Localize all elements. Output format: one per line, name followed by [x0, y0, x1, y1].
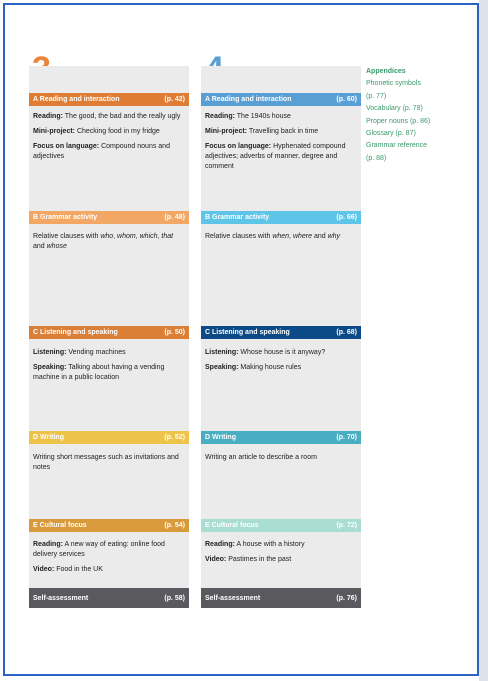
content-line: Reading: The good, the bad and the really ugly: [33, 113, 181, 120]
section-page: (p. 70): [336, 434, 357, 441]
appendix-item[interactable]: Phonetic symbols: [366, 80, 421, 88]
content-line: Focus on language: Compound nouns and adjectives: [33, 143, 170, 160]
appendix-item[interactable]: Grammar reference: [366, 142, 428, 150]
content-line: Writing short messages such as invitations and notes: [33, 454, 179, 471]
section-page: (p. 68): [336, 329, 357, 336]
section-header-4c[interactable]: [201, 326, 361, 339]
content-line: Speaking: Making house rules: [205, 364, 302, 371]
section-content-4d: [205, 453, 357, 468]
unit-4-column: [201, 66, 361, 608]
section-content-3d: [33, 453, 185, 478]
content-line: Writing an article to describe a room: [205, 454, 317, 461]
section-content-4a: [205, 112, 357, 177]
section-content-3b: [33, 232, 185, 257]
section-content-3e: [33, 540, 185, 580]
section-content-4e: [205, 540, 357, 570]
content-line: Relative clauses with when, where and why: [205, 233, 341, 240]
content-line: Reading: A new way of eating: online food delivery services: [33, 541, 165, 558]
section-header-4b[interactable]: [201, 211, 361, 224]
appendices-list: [366, 66, 456, 165]
section-header-3d[interactable]: [29, 431, 189, 444]
section-header-4e[interactable]: [201, 519, 361, 532]
content-line: Relative clauses with who, whom, which, that and whose: [33, 233, 174, 250]
section-title: C Listening and speaking: [205, 329, 290, 336]
content-line: Video: Food in the UK: [33, 566, 103, 573]
section-title: C Listening and speaking: [33, 329, 118, 336]
section-header-3c[interactable]: [29, 326, 189, 339]
section-page: (p. 52): [164, 434, 185, 441]
section-content-4b: [205, 232, 357, 247]
section-page: (p. 42): [164, 96, 185, 103]
section-title: A Reading and interaction: [205, 96, 292, 103]
appendix-item[interactable]: Proper nouns (p. 86): [366, 117, 431, 125]
section-header-4d[interactable]: [201, 431, 361, 444]
section-header-3a[interactable]: [29, 93, 189, 106]
section-page: (p. 72): [336, 522, 357, 529]
section-title: B Grammar activity: [33, 214, 98, 221]
section-title: Self-assessment: [205, 594, 261, 602]
section-page: (p. 48): [164, 214, 185, 221]
content-line: Listening: Whose house is it anyway?: [205, 349, 326, 356]
unit-3-column: [29, 66, 189, 608]
section-page: (p. 54): [164, 522, 185, 529]
section-content-3c: [33, 348, 185, 388]
page-edge-shadow: [479, 0, 488, 681]
appendix-item[interactable]: (p. 88): [366, 154, 387, 162]
section-page: (p. 50): [164, 329, 185, 336]
section-page: (p. 66): [336, 214, 357, 221]
section-title: Self-assessment: [33, 594, 89, 602]
section-header-4a[interactable]: [201, 93, 361, 106]
section-title: D Writing: [205, 434, 236, 441]
content-line: Reading: The 1940s house: [205, 113, 291, 120]
content-line: Speaking: Talking about having a vending machine in a public location: [33, 364, 165, 381]
section-title: E Cultural focus: [33, 522, 87, 529]
section-header-4-self-assessment[interactable]: [201, 588, 361, 608]
content-line: Mini-project: Checking food in my fridge: [33, 128, 160, 135]
section-header-3e[interactable]: [29, 519, 189, 532]
content-line: Listening: Vending machines: [33, 349, 126, 356]
appendices-title: Appendices: [366, 68, 406, 75]
section-page: (p. 76): [336, 594, 357, 602]
content-line: Reading: A house with a history: [205, 541, 305, 548]
appendix-item[interactable]: Glossary (p. 87): [366, 130, 416, 138]
content-line: Video: Pastimes in the past: [205, 556, 292, 563]
content-line: Focus on language: Hyphenated compound adjectives; adverbs of manner, degree and comment: [205, 143, 346, 170]
appendix-item[interactable]: (p. 77): [366, 92, 387, 100]
section-header-3-self-assessment[interactable]: [29, 588, 189, 608]
appendix-item[interactable]: Vocabulary (p. 78): [366, 105, 423, 113]
content-line: Mini-project: Travelling back in time: [205, 128, 319, 135]
section-title: D Writing: [33, 434, 64, 441]
section-title: B Grammar activity: [205, 214, 270, 221]
section-page: (p. 60): [336, 96, 357, 103]
section-content-3a: [33, 112, 185, 167]
section-title: E Cultural focus: [205, 522, 259, 529]
section-title: A Reading and interaction: [33, 96, 120, 103]
section-page: (p. 58): [164, 594, 185, 602]
section-content-4c: [205, 348, 357, 378]
section-header-3b[interactable]: [29, 211, 189, 224]
